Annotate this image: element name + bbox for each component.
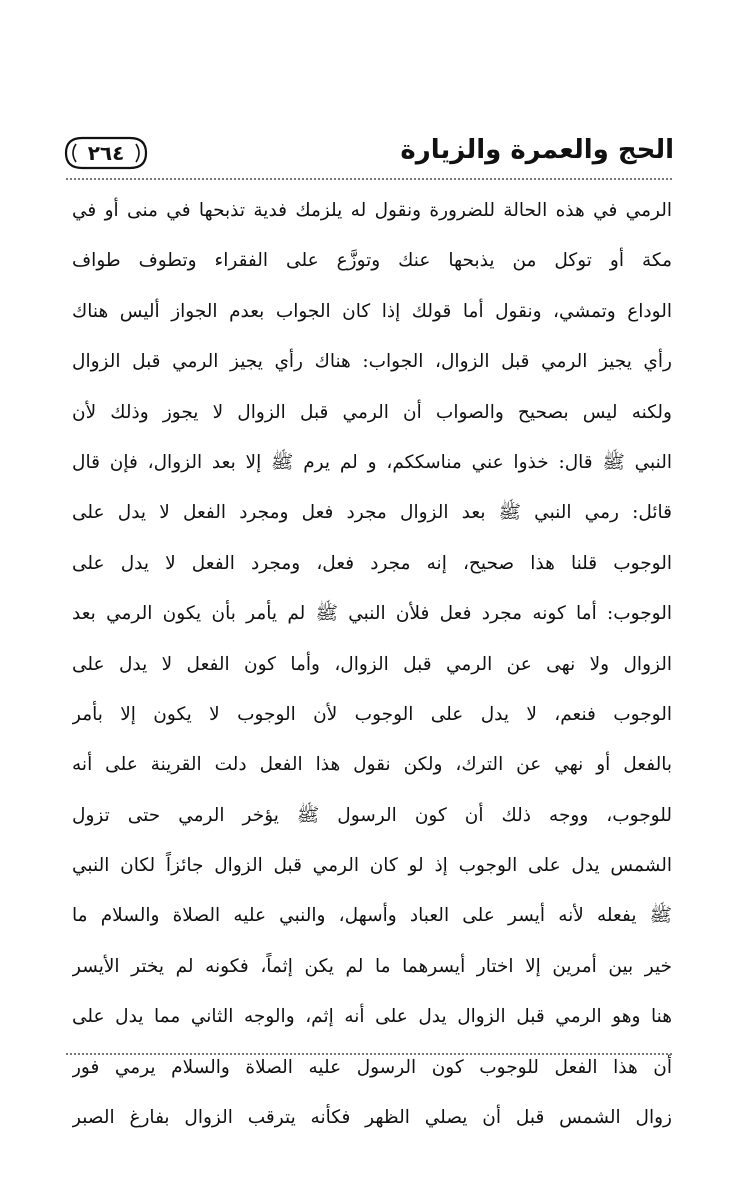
text-line: الوجوب: أما كونه مجرد فعل فلأن النبي ﷺ لم يأمر بأن يكون الرمي بعد bbox=[72, 603, 672, 625]
text-line: بالفعل أو نهي عن الترك، ولكن نقول هذا الفعل دلت القرينة على أنه bbox=[72, 754, 672, 776]
text-line: خير بين أمرين إلا اختار أيسرهما ما لم يكن إثماً، فكونه لم يختر الأيسر bbox=[72, 955, 672, 977]
header-divider bbox=[66, 178, 672, 180]
text-line: الوجوب قلنا هذا صحيح، إنه مجرد فعل، ومجرد الفعل لا يدل على bbox=[72, 552, 672, 574]
text-line: النبي ﷺ قال: خذوا عني مناسككم، و لم يرم ﷺ إلا بعد الزوال، فإن قال bbox=[72, 451, 672, 473]
page-number: ٢٦٤ bbox=[87, 141, 125, 165]
text-line: أن هذا الفعل للوجوب كون الرسول عليه الصلاة والسلام يرمي فور bbox=[72, 1056, 672, 1078]
text-line: الوجوب فنعم، لا يدل على الوجوب لأن الوجوب لا يكون إلا بأمر bbox=[72, 703, 672, 725]
body-text bbox=[72, 186, 672, 1143]
text-line: الزوال ولا نهى عن الرمي قبل الزوال، وأما كون الفعل لا يدل على bbox=[72, 653, 672, 675]
text-line: ﷺ يفعله لأنه أيسر على العباد وأسهل، والنبي عليه الصلاة والسلام ما bbox=[72, 905, 672, 927]
text-line: هنا وهو الرمي قبل الزوال يدل على أنه إثم، والوجه الثاني مما يدل على bbox=[72, 1006, 672, 1028]
footer-divider bbox=[66, 1053, 672, 1055]
text-line: الرمي في هذه الحالة للضرورة ونقول له يلزمك فدية تذبحها في منى أو في bbox=[72, 200, 672, 221]
text-line: قائل: رمي النبي ﷺ بعد الزوال مجرد فعل ومجرد الفعل لا يدل على bbox=[72, 502, 672, 524]
text-line: الوداع وتمشي، ونقول أما قولك إذا كان الجواب بعدم الجواز أليس هناك bbox=[72, 300, 672, 322]
page-header bbox=[64, 128, 674, 178]
text-line: زوال الشمس قبل أن يصلي الظهر فكأنه يترقب الزوال بفارغ الصبر bbox=[72, 1107, 672, 1129]
text-line: ولكنه ليس بصحيح والصواب أن الرمي قبل الزوال لا يجوز وذلك لأن bbox=[72, 401, 672, 423]
text-line: رأي يجيز الرمي قبل الزوال، الجواب: هناك رأي يجيز الرمي قبل الزوال bbox=[72, 351, 672, 373]
text-line: للوجوب، ووجه ذلك أن كون الرسول ﷺ يؤخر الرمي حتى تزول bbox=[72, 804, 672, 826]
text-line: مكة أو توكل من يذبحها عنك وتوزَّع على الفقراء وتطوف طواف bbox=[72, 250, 672, 272]
text-line: الشمس يدل على الوجوب إذ لو كان الرمي قبل الزوال جائزاً لكان النبي bbox=[72, 855, 672, 877]
page-number-badge bbox=[64, 136, 148, 170]
running-title: الحج والعمرة والزيارة bbox=[400, 135, 674, 165]
